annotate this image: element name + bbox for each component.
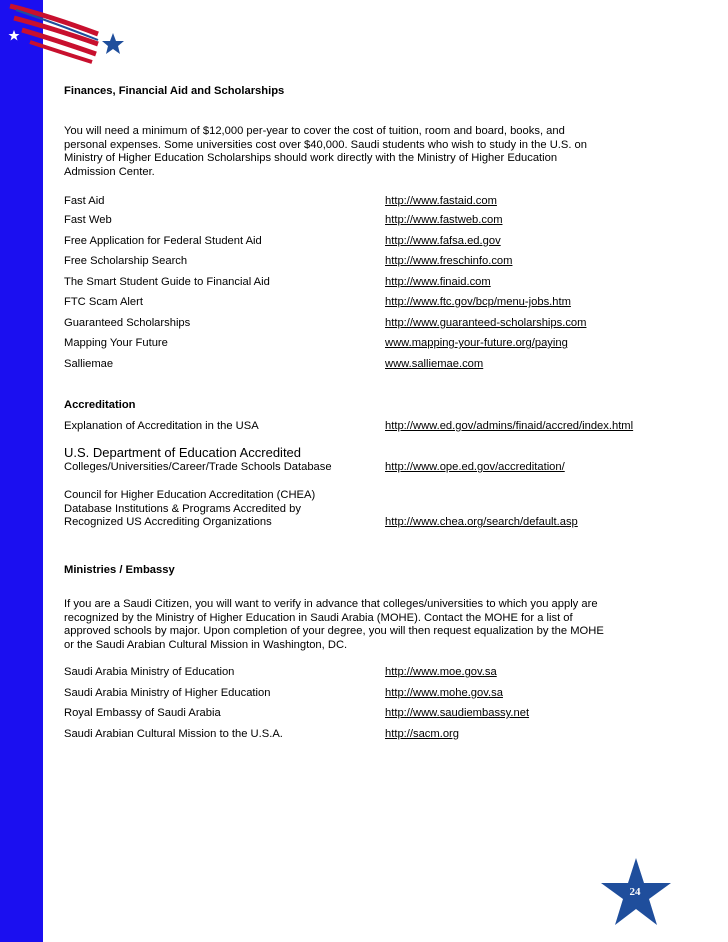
resource-label: Saudi Arabia Ministry of Education [64, 666, 235, 678]
accreditation-heading: Accreditation [64, 399, 136, 411]
resource-link[interactable]: www.mapping-your-future.org/paying [385, 337, 568, 349]
resource-link[interactable]: http://www.mohe.gov.sa [385, 687, 503, 699]
intro-line: personal expenses. Some universities cost over $40,000. Saudi students who wish to study in the U.S. on [64, 138, 587, 151]
intro-line: You will need a minimum of $12,000 per-year to cover the cost of tuition, room and board, books, and [64, 125, 565, 137]
resource-label: Explanation of Accreditation in the USA [64, 420, 259, 432]
resource-link[interactable]: http://www.moe.gov.sa [385, 666, 497, 678]
resource-link[interactable]: www.salliemae.com [385, 358, 484, 370]
ministries-heading: Ministries / Embassy [64, 564, 175, 576]
finances-intro [64, 125, 644, 179]
resource-label: Colleges/Universities/Career/Trade Schools Database [64, 461, 332, 473]
chea-line: Council for Higher Education Accreditation (CHEA) [64, 489, 316, 501]
resource-link[interactable]: http://www.ed.gov/admins/finaid/accred/index.html [385, 420, 634, 432]
flag-logo [0, 0, 130, 70]
resource-label: Guaranteed Scholarships [64, 317, 191, 329]
resource-link[interactable]: http://www.finaid.com [385, 276, 491, 288]
resource-label: Salliemae [64, 358, 114, 370]
resource-link[interactable]: http://www.fafsa.ed.gov [385, 235, 501, 247]
resource-label: Free Application for Federal Student Aid [64, 235, 262, 247]
resource-link[interactable]: http://sacm.org [385, 728, 459, 740]
resource-label: Free Scholarship Search [64, 255, 188, 267]
resource-link[interactable]: http://www.fastweb.com [385, 214, 503, 226]
resource-label: Saudi Arabia Ministry of Higher Education [64, 687, 271, 699]
resource-label: Fast Aid [64, 195, 105, 207]
chea-line: Recognized US Accrediting Organizations [64, 516, 272, 528]
resource-link[interactable]: http://www.saudiembassy.net [385, 707, 530, 719]
resource-label: The Smart Student Guide to Financial Aid [64, 276, 270, 288]
intro-line: If you are a Saudi Citizen, you will want to verify in advance that colleges/universities to which you apply are [64, 598, 598, 610]
intro-line: recognized by the Ministry of Higher Education in Saudi Arabia (MOHE). Contact the MOHE for a list of [64, 611, 573, 624]
resource-label: Royal Embassy of Saudi Arabia [64, 707, 221, 719]
small-star-icon [9, 30, 20, 41]
intro-line: Admission Center. [64, 165, 155, 178]
blue-sidebar [0, 0, 43, 942]
resource-label: Mapping Your Future [64, 337, 168, 349]
resource-link[interactable]: http://www.fastaid.com [385, 195, 497, 207]
intro-line: approved schools by major. Upon completion of your degree, you will then request equalization by the MOHE [64, 625, 604, 637]
chea-label [64, 489, 315, 530]
resource-label: Fast Web [64, 214, 112, 226]
resource-link[interactable]: http://www.ope.ed.gov/accreditation/ [385, 461, 565, 473]
intro-line: or the Saudi Arabian Cultural Mission in Washington, DC. [64, 638, 348, 651]
resource-link[interactable]: http://www.chea.org/search/default.asp [385, 516, 578, 528]
resource-link[interactable]: http://www.ftc.gov/bcp/menu-jobs.htm [385, 296, 571, 308]
finances-heading: Finances, Financial Aid and Scholarships [64, 85, 285, 97]
resource-label: FTC Scam Alert [64, 296, 143, 308]
ministries-intro [64, 598, 644, 652]
chea-line: Database Institutions & Programs Accredited by [64, 502, 301, 515]
resource-link[interactable]: http://www.guaranteed-scholarships.com [385, 317, 587, 329]
intro-line: Ministry of Higher Education Scholarships should work directly with the Ministry of Higher Education [64, 152, 558, 164]
star-icon [102, 33, 124, 54]
resource-label: Saudi Arabian Cultural Mission to the U.S.A. [64, 728, 283, 740]
page-number: 24 [629, 886, 641, 898]
usdoe-title: U.S. Department of Education Accredited [64, 445, 302, 460]
resource-link[interactable]: http://www.freschinfo.com [385, 255, 513, 267]
